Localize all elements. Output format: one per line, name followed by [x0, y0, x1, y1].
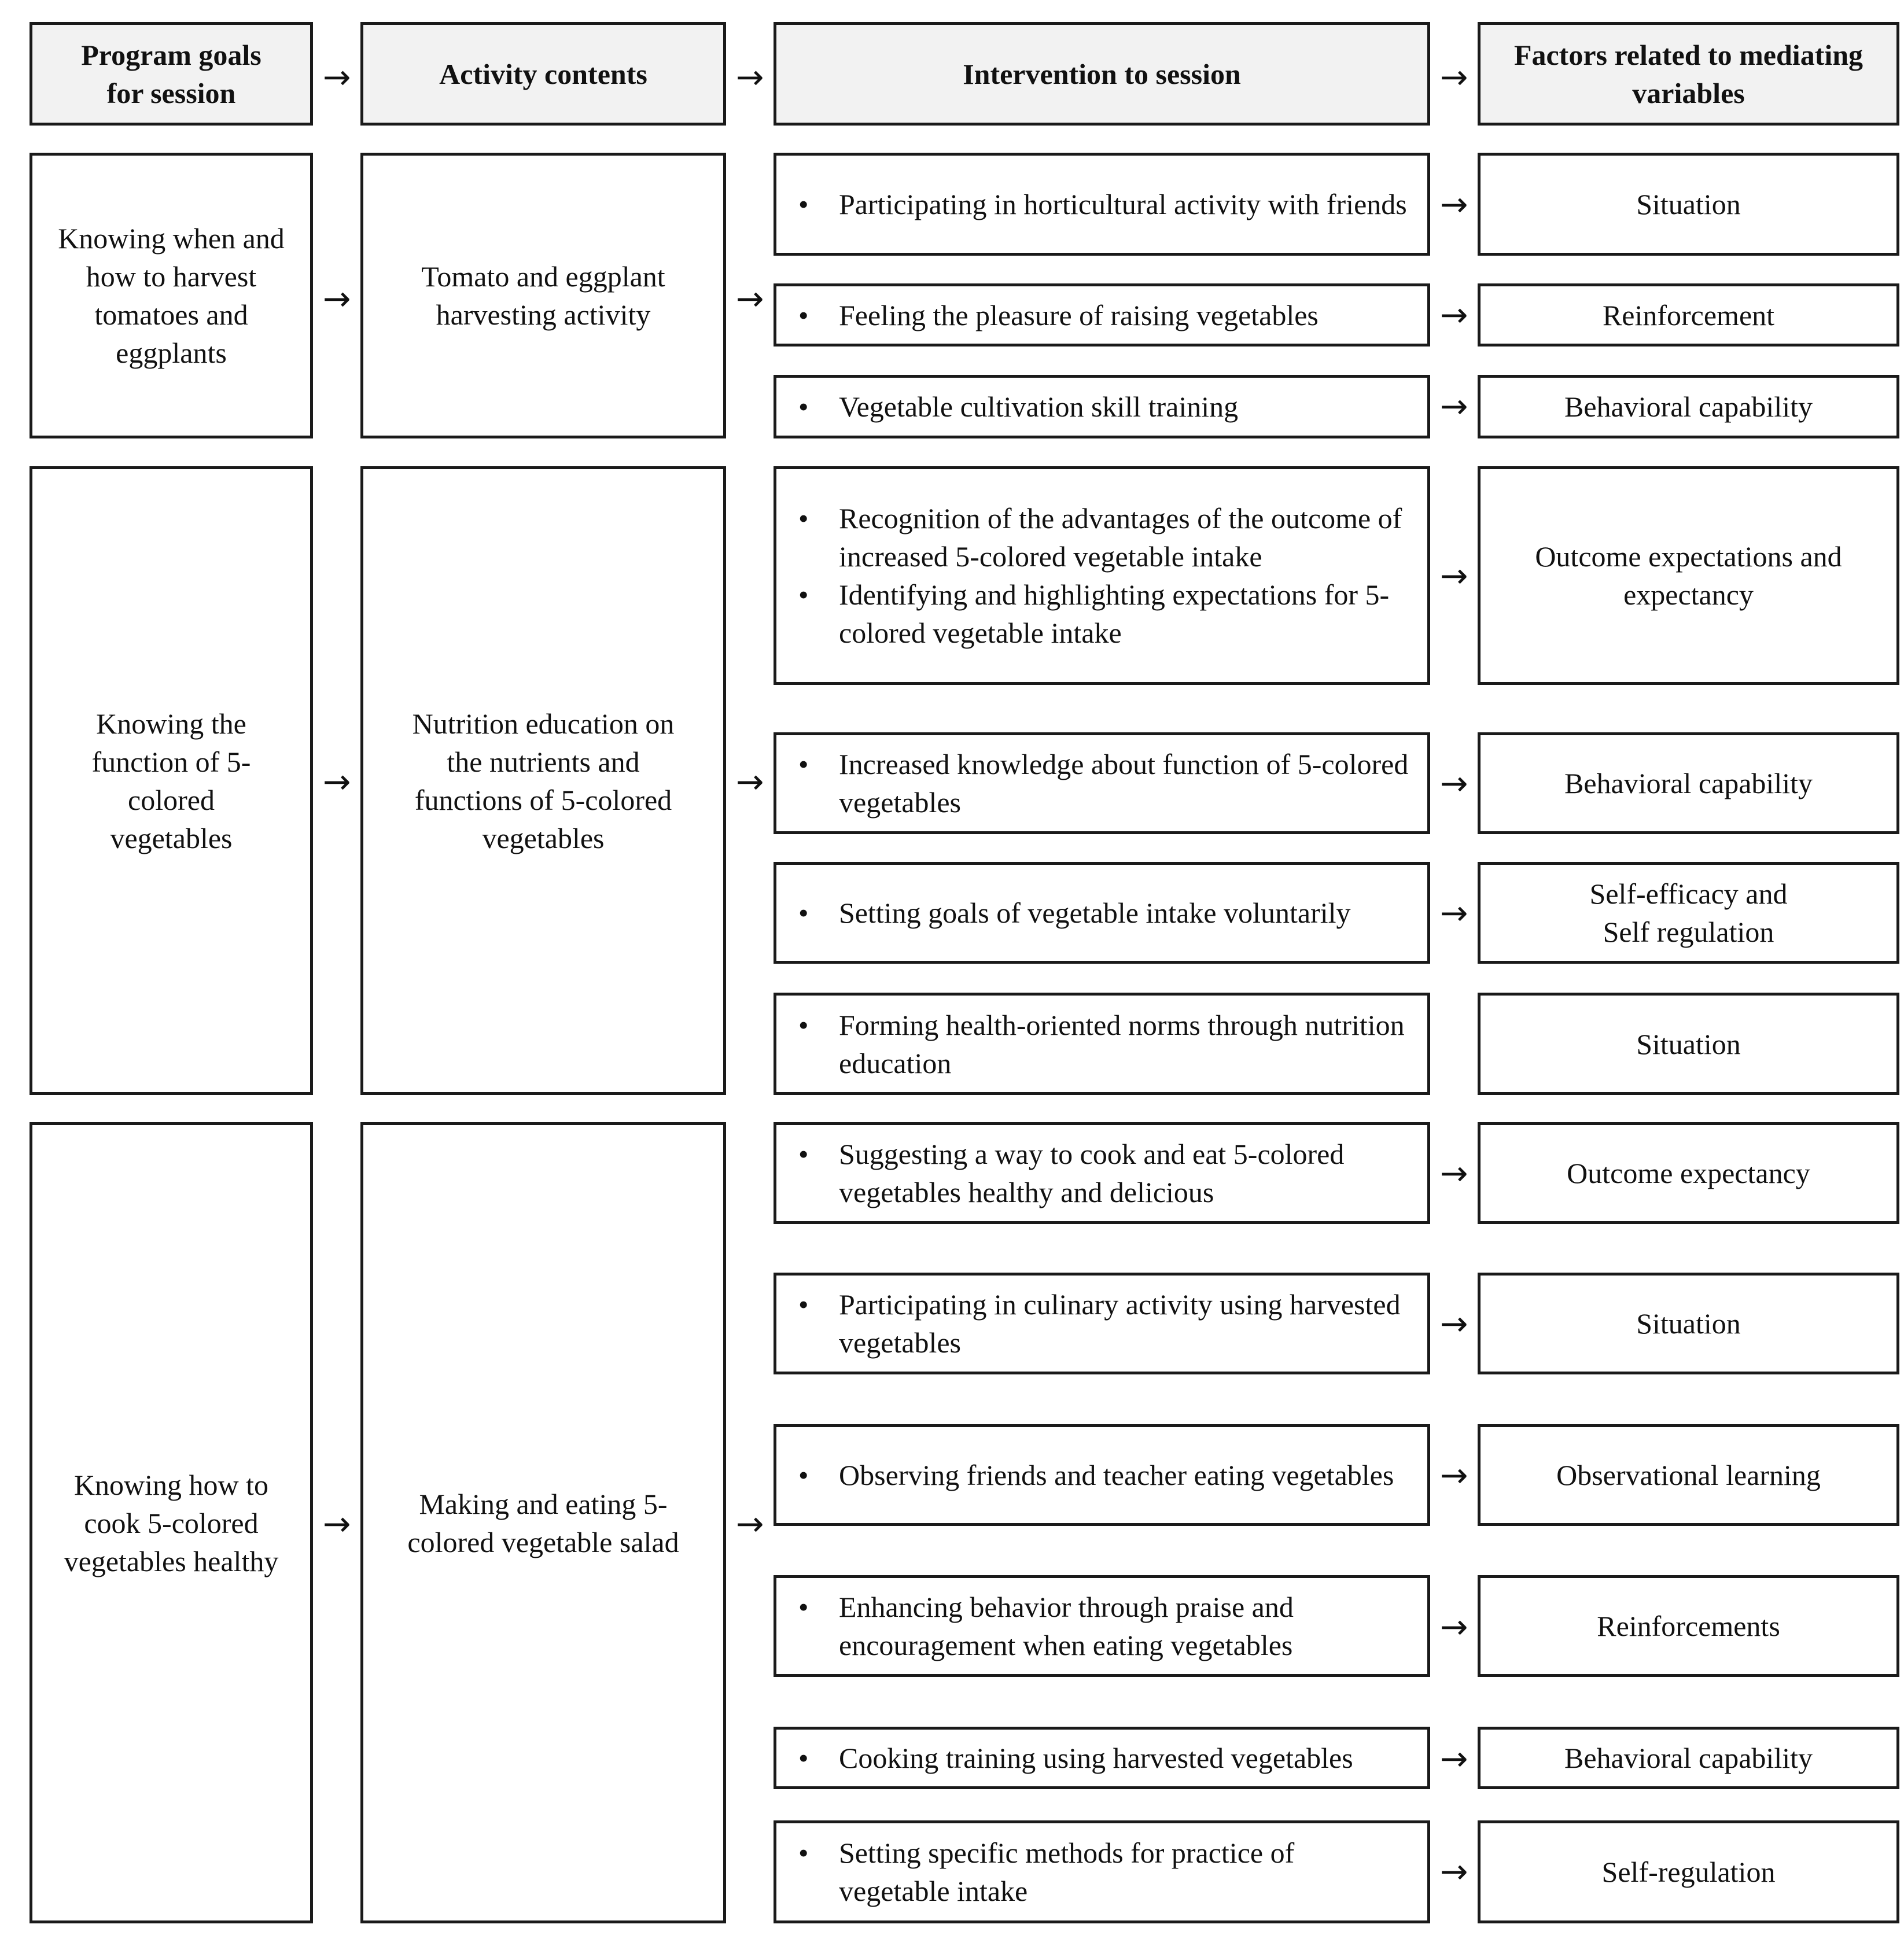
arrow-header-2: →: [735, 57, 764, 97]
session-3-activity: Making and eating 5-colored vegetable salad: [360, 1122, 726, 1923]
arrow-i-2-2: →: [1439, 764, 1468, 803]
factor-1-2: Reinforcement: [1478, 283, 1899, 346]
session-1-goal: Knowing when and how to harvest tomatoes and eggplants: [30, 153, 313, 438]
session-1-activity: Tomato and eggplant harvesting activity: [360, 153, 726, 438]
factor-2-4: Situation: [1478, 993, 1899, 1095]
arrow-s1-goal: →: [322, 279, 351, 318]
arrow-header-3: →: [1439, 57, 1468, 97]
intervention-3-4: [774, 1575, 1430, 1677]
factor-2-1: Outcome expectations and expectancy: [1478, 466, 1899, 685]
session-2-activity: Nutrition education on the nutrients and functions of 5-colored vegetables: [360, 466, 726, 1095]
intervention-2-3: [774, 862, 1430, 964]
intervention-3-5: [774, 1727, 1430, 1789]
arrow-i-3-5: →: [1439, 1739, 1468, 1778]
intervention-item: • Recognition of the advantages of the outcome of increased 5-colored vegetable intake: [794, 499, 1410, 576]
intervention-2-2: [774, 732, 1430, 834]
intervention-1-3: [774, 375, 1430, 438]
intervention-3-2: [774, 1273, 1430, 1374]
header-intervention: Intervention to session: [774, 22, 1430, 126]
factor-3-5: Behavioral capability: [1478, 1727, 1899, 1789]
arrow-i-1-2: →: [1439, 295, 1468, 334]
intervention-item: • Forming health-oriented norms through nutrition education: [794, 1006, 1410, 1082]
arrow-s3-activity: →: [735, 1504, 764, 1543]
intervention-item: • Cooking training using harvested vegetables: [794, 1739, 1410, 1777]
factor-3-6: Self-regulation: [1478, 1820, 1899, 1923]
intervention-2-4: [774, 993, 1430, 1095]
factor-3-4: Reinforcements: [1478, 1575, 1899, 1677]
arrow-i-1-1: →: [1439, 185, 1468, 224]
intervention-item: • Feeling the pleasure of raising vegetables: [794, 296, 1410, 334]
arrow-i-3-4: →: [1439, 1607, 1468, 1646]
intervention-item: • Enhancing behavior through praise and encouragement when eating vegetables: [794, 1588, 1410, 1664]
intervention-item: • Participating in culinary activity using harvested vegetables: [794, 1285, 1410, 1362]
factor-3-3: Observational learning: [1478, 1424, 1899, 1526]
factor-1-1: Situation: [1478, 153, 1899, 256]
factor-1-3: Behavioral capability: [1478, 375, 1899, 438]
arrow-i-1-3: →: [1439, 386, 1468, 426]
arrow-i-2-3: →: [1439, 893, 1468, 932]
arrow-header-1: →: [322, 57, 351, 97]
header-factors: Factors related to mediating variables: [1478, 22, 1899, 126]
intervention-item: • Observing friends and teacher eating vegetables: [794, 1456, 1410, 1494]
intervention-item: • Setting specific methods for practice of vegetable intake: [794, 1834, 1410, 1910]
header-activity-contents: Activity contents: [360, 22, 726, 126]
arrow-s3-goal: →: [322, 1504, 351, 1543]
intervention-3-1: [774, 1122, 1430, 1224]
factor-3-1: Outcome expectancy: [1478, 1122, 1899, 1224]
intervention-item: • Participating in horticultural activity with friends: [794, 185, 1410, 223]
intervention-item: • Identifying and highlighting expectations for 5-colored vegetable intake: [794, 576, 1410, 652]
arrow-i-3-3: →: [1439, 1455, 1468, 1495]
intervention-item: • Suggesting a way to cook and eat 5-colored vegetables healthy and delicious: [794, 1135, 1410, 1211]
factor-2-2: Behavioral capability: [1478, 732, 1899, 834]
intervention-3-3: [774, 1424, 1430, 1526]
factor-2-3: Self-efficacy and Self regulation: [1478, 862, 1899, 964]
arrow-i-3-6: →: [1439, 1852, 1468, 1891]
intervention-item: • Vegetable cultivation skill training: [794, 388, 1410, 426]
intervention-item: • Setting goals of vegetable intake voluntarily: [794, 894, 1410, 932]
session-3-goal: Knowing how to cook 5-colored vegetables healthy: [30, 1122, 313, 1923]
arrow-s2-goal: →: [322, 762, 351, 801]
arrow-i-3-1: →: [1439, 1153, 1468, 1193]
intervention-item: • Increased knowledge about function of 5-colored vegetables: [794, 745, 1410, 821]
arrow-s1-activity: →: [735, 279, 764, 318]
factor-3-2: Situation: [1478, 1273, 1899, 1374]
intervention-1-2: [774, 283, 1430, 346]
session-2-goal: Knowing the function of 5-colored vegetables: [30, 466, 313, 1095]
arrow-i-3-2: →: [1439, 1304, 1468, 1343]
intervention-1-1: [774, 153, 1430, 256]
intervention-2-1: [774, 466, 1430, 685]
intervention-3-6: [774, 1820, 1430, 1923]
arrow-s2-activity: →: [735, 762, 764, 801]
header-program-goals: Program goals for session: [30, 22, 313, 126]
arrow-i-2-1: →: [1439, 556, 1468, 595]
